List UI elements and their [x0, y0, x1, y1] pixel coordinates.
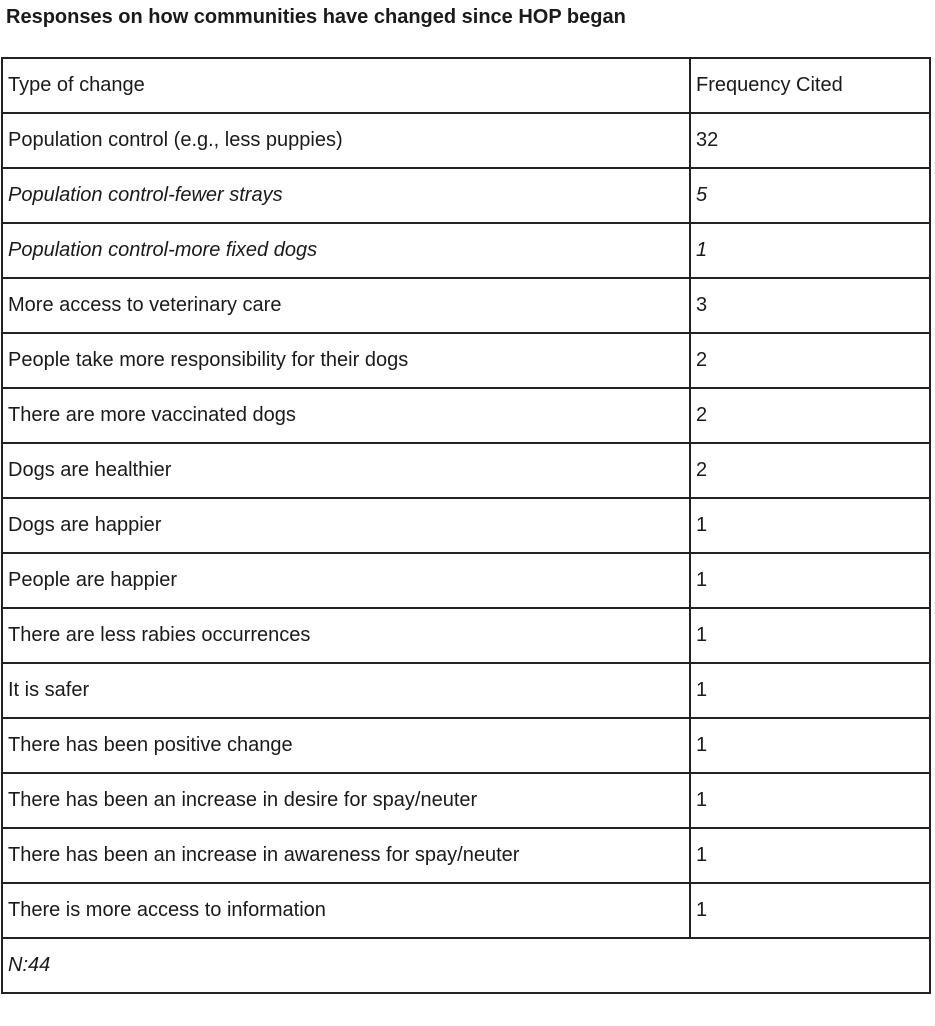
- table-row: [2, 333, 930, 388]
- change-cell: Population control-more fixed dogs: [2, 223, 690, 278]
- change-cell: There are less rabies occurrences: [2, 608, 690, 663]
- change-cell: Dogs are healthier: [2, 443, 690, 498]
- frequency-cell: 1: [690, 883, 930, 938]
- frequency-cell: 1: [690, 828, 930, 883]
- sample-size-note: N:44: [2, 938, 930, 993]
- change-cell: People take more responsibility for their dogs: [2, 333, 690, 388]
- frequency-cell: 2: [690, 443, 930, 498]
- table-row: [2, 388, 930, 443]
- table-row: [2, 883, 930, 938]
- change-cell: Population control-fewer strays: [2, 168, 690, 223]
- change-cell: There has been an increase in awareness for spay/neuter: [2, 828, 690, 883]
- table-row: [2, 663, 930, 718]
- table-row: [2, 223, 930, 278]
- change-cell: More access to veterinary care: [2, 278, 690, 333]
- frequency-cell: 2: [690, 388, 930, 443]
- change-cell: There has been positive change: [2, 718, 690, 773]
- change-cell: People are happier: [2, 553, 690, 608]
- table-row: [2, 608, 930, 663]
- table-row: [2, 718, 930, 773]
- frequency-cell: 5: [690, 168, 930, 223]
- table-row: [2, 113, 930, 168]
- table-title: Responses on how communities have changed since HOP began: [6, 6, 626, 28]
- header-row: [2, 58, 930, 113]
- frequency-cell: 1: [690, 773, 930, 828]
- footer-row: [2, 938, 930, 993]
- change-cell: There is more access to information: [2, 883, 690, 938]
- frequency-cell: 32: [690, 113, 930, 168]
- table-row: [2, 828, 930, 883]
- table-row: [2, 773, 930, 828]
- frequency-cell: 3: [690, 278, 930, 333]
- frequency-cell: 2: [690, 333, 930, 388]
- table-row: [2, 278, 930, 333]
- table-body: [2, 58, 930, 993]
- frequency-cell: 1: [690, 718, 930, 773]
- table-row: [2, 498, 930, 553]
- change-cell: It is safer: [2, 663, 690, 718]
- frequency-cell: 1: [690, 663, 930, 718]
- table-row: [2, 443, 930, 498]
- change-cell: Dogs are happier: [2, 498, 690, 553]
- header-type-of-change: Type of change: [2, 58, 690, 113]
- frequency-cell: 1: [690, 553, 930, 608]
- frequency-table: [1, 57, 931, 994]
- change-cell: Population control (e.g., less puppies): [2, 113, 690, 168]
- frequency-cell: 1: [690, 223, 930, 278]
- frequency-cell: 1: [690, 498, 930, 553]
- table-row: [2, 168, 930, 223]
- table-row: [2, 553, 930, 608]
- change-cell: There has been an increase in desire for spay/neuter: [2, 773, 690, 828]
- header-frequency-cited: Frequency Cited: [690, 58, 930, 113]
- frequency-cell: 1: [690, 608, 930, 663]
- change-cell: There are more vaccinated dogs: [2, 388, 690, 443]
